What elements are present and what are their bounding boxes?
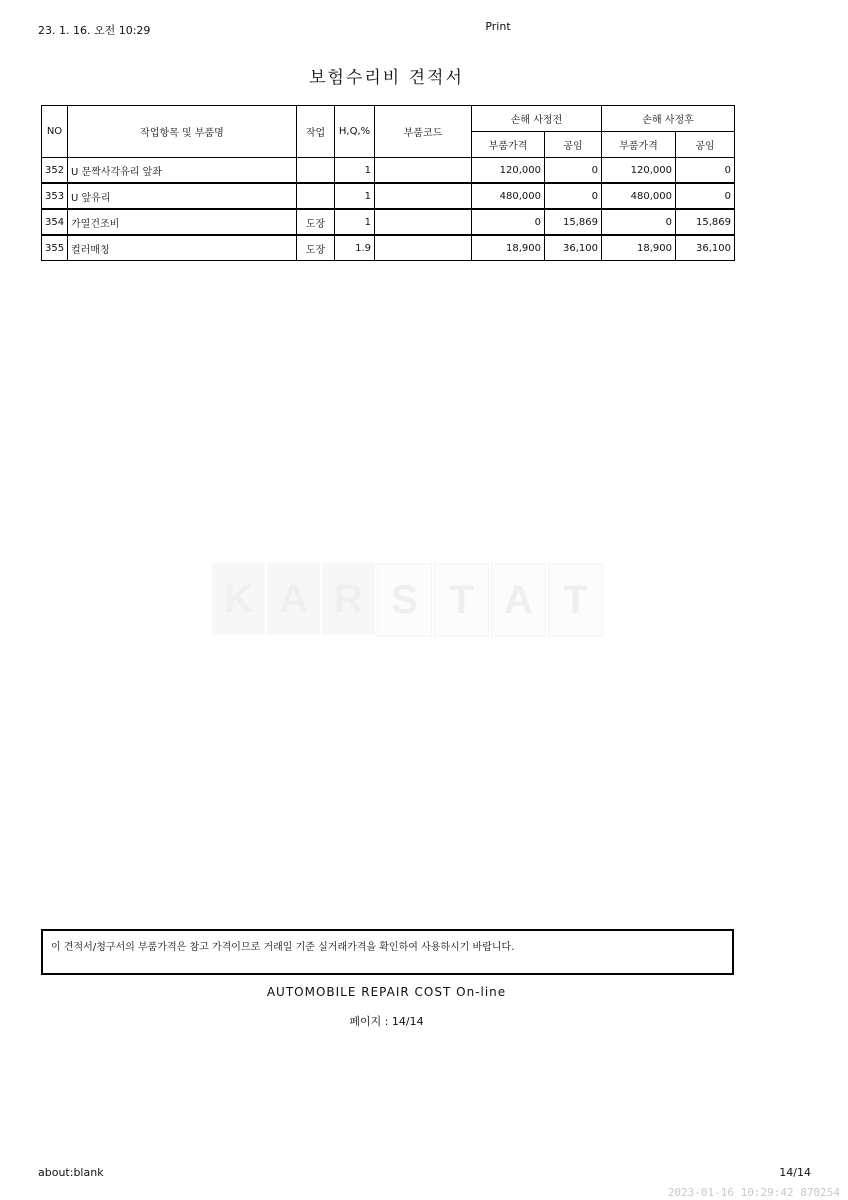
header-no: NO <box>42 106 68 158</box>
row-hq: 1 <box>335 158 375 184</box>
row-item: U 문짝사각유리 앞좌 <box>68 158 297 184</box>
row-before-part: 480,000 <box>472 183 545 209</box>
row-before-part: 0 <box>472 209 545 235</box>
document-title: 보험수리비 견적서 <box>309 68 464 88</box>
header-part-code: 부품코드 <box>375 106 472 158</box>
row-work: 도장 <box>297 209 335 235</box>
timestamp-stamp: 2023-01-16 10:29:42 870254 <box>667 1186 840 1199</box>
table-row <box>42 158 735 184</box>
table-row <box>42 235 735 261</box>
row-before-part: 18,900 <box>472 235 545 261</box>
row-item: 가열건조비 <box>68 209 297 235</box>
row-after-part: 480,000 <box>602 183 676 209</box>
row-before-labor: 36,100 <box>545 235 602 261</box>
footer-brand: AUTOMOBILE REPAIR COST On-line <box>266 985 507 999</box>
row-after-labor: 15,869 <box>676 209 735 235</box>
row-code <box>375 158 472 184</box>
row-hq: 1.9 <box>335 235 375 261</box>
watermark-letter: R <box>322 563 375 635</box>
row-hq: 1 <box>335 209 375 235</box>
print-datetime: 23. 1. 16. 오전 10:29 <box>38 24 151 37</box>
print-url: about:blank <box>38 1166 104 1179</box>
row-no: 354 <box>42 209 68 235</box>
header-work: 작업 <box>297 106 335 158</box>
table-row <box>42 183 735 209</box>
notice-box <box>41 929 734 975</box>
estimate-table <box>41 105 735 261</box>
row-after-part: 0 <box>602 209 676 235</box>
watermark-letter: A <box>267 563 320 635</box>
row-work <box>297 158 335 184</box>
header-item: 작업항목 및 부품명 <box>68 106 297 158</box>
header-after-part-price: 부품가격 <box>602 132 676 158</box>
print-page-number: 14/14 <box>779 1166 811 1179</box>
notice-text: 이 견적서/청구서의 부품가격은 참고 가격이므로 거래일 기준 실거래가격을 확인하여 사용하시기 바랍니다. <box>51 942 515 953</box>
row-code <box>375 209 472 235</box>
header-after-assessment: 손해 사정후 <box>602 106 735 132</box>
row-code <box>375 183 472 209</box>
header-hq: H,Q,% <box>335 106 375 158</box>
row-before-part: 120,000 <box>472 158 545 184</box>
watermark-letter: A <box>491 563 546 637</box>
page-label: 페이지 : 14/14 <box>349 1015 424 1028</box>
row-after-labor: 36,100 <box>676 235 735 261</box>
row-item: 컬러매칭 <box>68 235 297 261</box>
header-after-labor: 공임 <box>676 132 735 158</box>
row-no: 352 <box>42 158 68 184</box>
header-before-part-price: 부품가격 <box>472 132 545 158</box>
row-after-labor: 0 <box>676 183 735 209</box>
row-item: U 앞유리 <box>68 183 297 209</box>
watermark-letter: T <box>548 563 603 637</box>
watermark-logo <box>212 563 603 637</box>
table-row <box>42 209 735 235</box>
header-before-labor: 공임 <box>545 132 602 158</box>
watermark-letter: K <box>212 563 265 635</box>
print-title: Print <box>485 20 511 33</box>
row-before-labor: 15,869 <box>545 209 602 235</box>
row-no: 353 <box>42 183 68 209</box>
header-before-assessment: 손해 사정전 <box>472 106 602 132</box>
row-after-labor: 0 <box>676 158 735 184</box>
row-code <box>375 235 472 261</box>
row-work: 도장 <box>297 235 335 261</box>
row-before-labor: 0 <box>545 158 602 184</box>
row-no: 355 <box>42 235 68 261</box>
row-after-part: 120,000 <box>602 158 676 184</box>
watermark-letter: T <box>434 563 489 637</box>
row-work <box>297 183 335 209</box>
watermark-letter: S <box>377 563 432 637</box>
row-before-labor: 0 <box>545 183 602 209</box>
row-after-part: 18,900 <box>602 235 676 261</box>
row-hq: 1 <box>335 183 375 209</box>
